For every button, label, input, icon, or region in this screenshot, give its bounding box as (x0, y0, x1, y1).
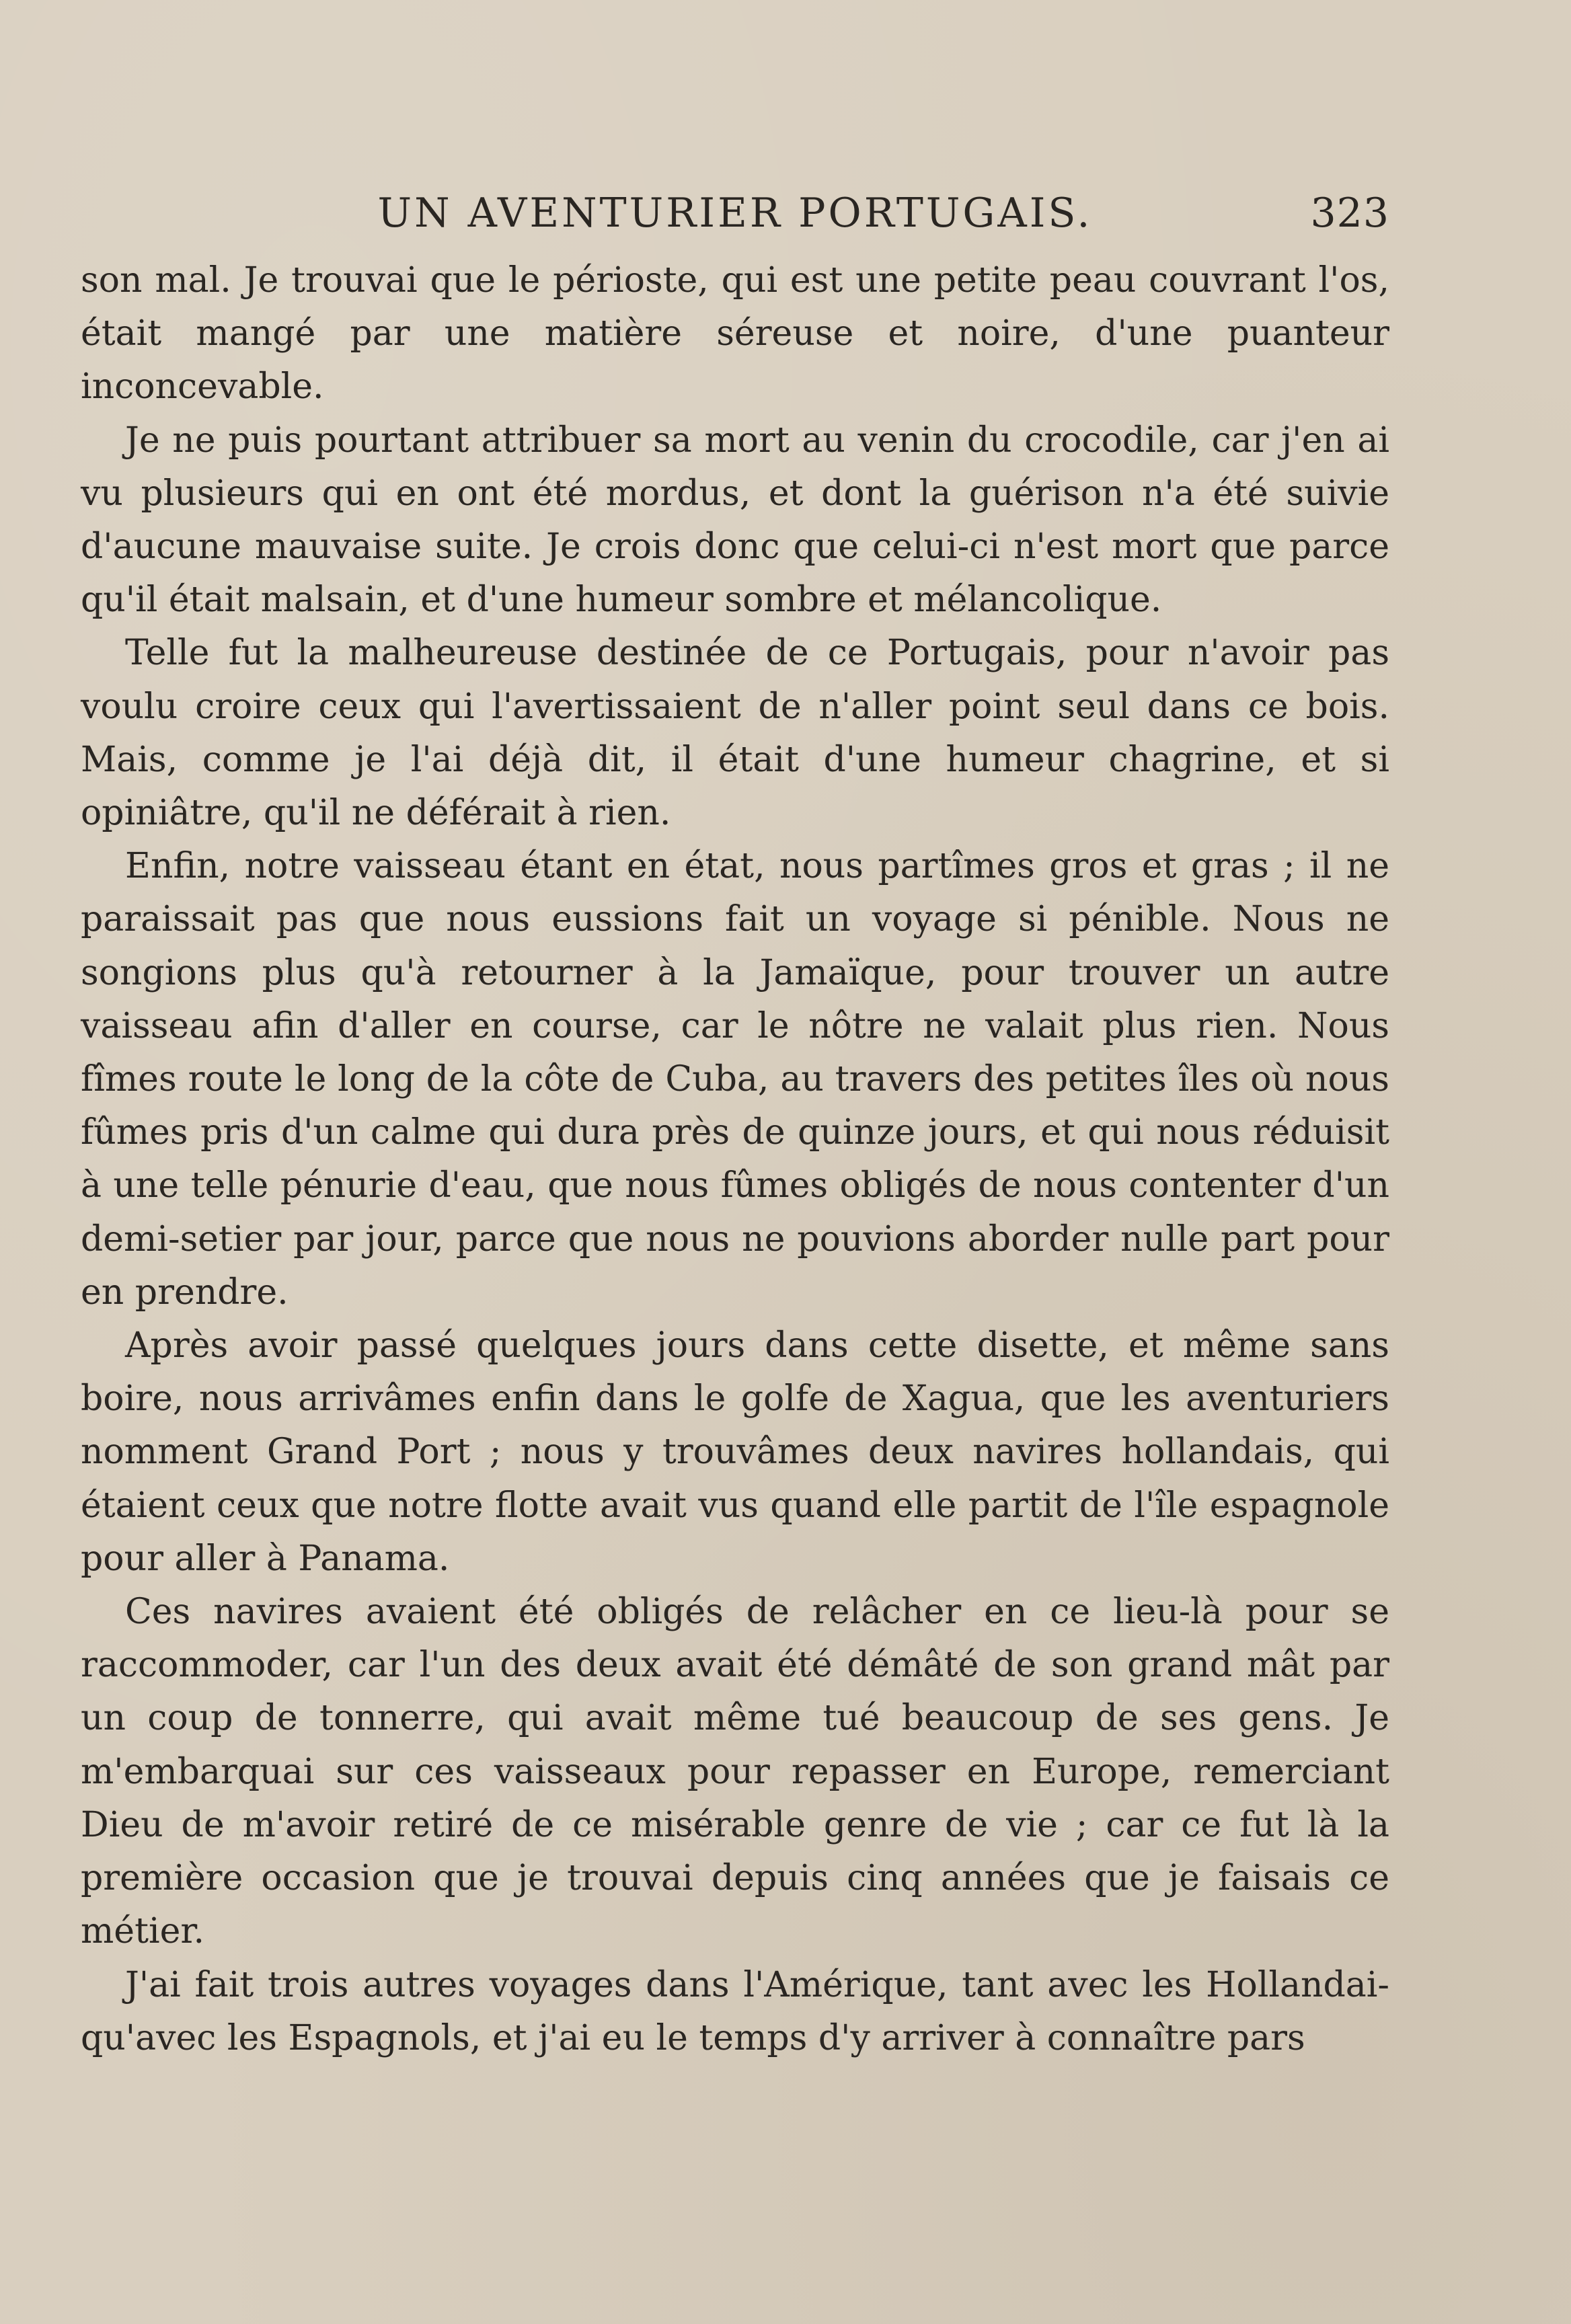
paragraph: J'ai fait trois autres voyages dans l'Amérique, tant avec les Hollandai- qu'avec les Espagnols, et j'ai eu le temps d'y arriver à connaître pars (81, 1964, 1389, 2058)
running-head (81, 183, 1389, 250)
page-number: 323 (1310, 190, 1389, 237)
paragraph: Enfin, notre vaisseau étant en état, nous partîmes gros et gras ; il ne paraissait pas que nous eussions fait un voyage si pénible. Nous ne songions plus qu'à retourner à la Jamaïque, pour trouver un autre vaisseau afin d'aller en course, car le nôtre ne valait plus rien. Nous fîmes route le long de la côte de Cuba, au travers des petites îles où nous fûmes pris d'un calme qui dura près de quinze jours, et qui nous réduisit à une telle pénurie d'eau, que nous fûmes obligés de nous contenter d'un demi-setier par jour, parce que nous ne pouvions aborder nulle part pour en prendre. (81, 846, 1389, 1313)
running-title: UN AVENTURIER PORTUGAIS. (377, 190, 1093, 237)
paragraph: Je ne puis pourtant attribuer sa mort au venin du crocodile, car j'en ai vu plusieurs qui en ont été mordus, et dont la guérison n'a été suivie d'aucune mauvaise suite. Je crois donc que celui-ci n'est mort que parce qu'il était malsain, et d'une humeur sombre et mélancolique. (81, 420, 1389, 621)
paragraph: Ces navires avaient été obligés de relâcher en ce lieu-là pour se raccommoder, car l'un des deux avait été démâté de son grand mât par un coup de tonnerre, qui avait même tué beaucoup de ses gens. Je m'embarquai sur ces vaisseaux pour repasser en Europe, remerciant Dieu de m'avoir retiré de ce misérable genre de vie ; car ce fut là la première occasion que je trouvai depuis cinq années que je faisais ce métier. (81, 1592, 1389, 1952)
paragraph: Telle fut la malheureuse destinée de ce Portugais, pour n'avoir pas voulu croire ceux qui l'avertissaient de n'aller point seul dans ce bois. Mais, comme je l'ai déjà dit, il était d'une humeur chagrine, et si opiniâtre, qu'il ne déférait à rien. (81, 633, 1389, 834)
paragraph: Après avoir passé quelques jours dans cette disette, et même sans boire, nous arrivâmes enfin dans le golfe de Xagua, que les aventuriers nomment Grand Port ; nous y trouvâmes deux navires hollandais, qui étaient ceux que notre flotte avait vus quand elle partit de l'île espagnole pour aller à Panama. (81, 1325, 1389, 1579)
body-text (81, 254, 1389, 2065)
paragraph-continuation: son mal. Je trouvai que le périoste, qui est une petite peau couvrant l'os, était mangé par une matière séreuse et noire, d'une puanteur inconcevable. (81, 260, 1389, 408)
